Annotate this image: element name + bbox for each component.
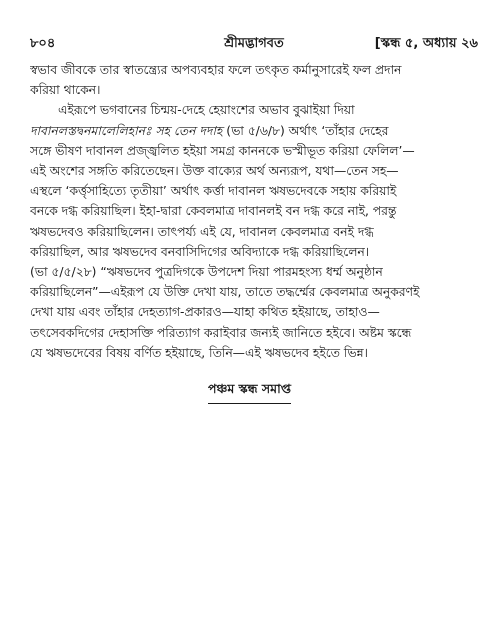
page-number: ৮০৪ [30,36,56,51]
text-line: করিয়াছিল, আর ঋষভদেব বনবাসিদিগের অবিদ্যাকে দগ্ধ করিয়াছিলেন। [30,244,370,259]
text-line: এইরূপে ভগবানের চিন্ময়-দেহে হেয়াংশের অভাব বুঝাইয়া দিয়া [58,103,355,118]
text-line: (ভা ৫/৫/২৮) “ঋষভদেব পুত্রদিগকে উপদেশ দিয়া পারমহংস্য ধর্ম্ম অনুষ্ঠান [30,265,383,280]
canto-end-text: পঞ্চম স্কন্ধ সমাপ্ত [208,381,291,404]
text-line: এই অংশের সঙ্গতি করিতেছেন। উক্ত বাক্যের অর্থ অন্যরূপ, যথা—তেন সহ— [30,164,399,179]
text-line: বনকে দগ্ধ করিয়াছিল। ইহা-দ্বারা কেবলমাত্র দাবানলই বন দগ্ধ করে নাই, পরন্তু [30,204,397,219]
paragraph [30,100,478,363]
sanskrit-quote: দাবানলস্তদ্বনমালেলিহানঃ সহ তেন দদাহ [30,123,223,138]
text-line: দেখা যায় এবং তাঁহার দেহত্যাগ-প্রকারও—যাহা কথিত হইয়াছে, তাহাও— [30,305,380,320]
text-fragment: অর্থাৎ ‘তাঁহার দেহের [288,123,389,138]
running-header [30,34,478,54]
text-line [30,121,478,141]
text-line: স্বভাব জীবকে তার স্বাতন্ত্র্যের অপব্যবহার ফলে তৎকৃত কর্মানুসারেই ফল প্রদান [30,63,402,77]
text-line: করিয়াছিলেন”—এইরূপ যে উক্তি দেখা যায়, তাতে তদ্ধর্ম্মের কেবলমাত্র অনুকরণই [30,285,420,300]
text-line: সঙ্গে ভীষণ দাবানল প্রজ্জ্বলিত হইয়া সমগ্র কাননকে ভস্মীভূত করিয়া ফেলিল’— [30,143,415,158]
text-line: এস্থলে ‘কর্ত্তৃসাহিত্যে তৃতীয়া’ অর্থাৎ কর্ত্তা দাবানল ঋষভদেবকে সহায় করিয়াই [30,184,397,199]
text-line: যে ঋষভদেবের বিষয় বর্ণিত হইয়াছে, তিনি—এই ঋষভদেব হইতে ভিন্ন। [30,345,368,360]
book-title: শ্রীমদ্ভাগবত [224,36,284,51]
canto-end-heading [0,381,499,404]
body-text [30,60,478,363]
verse-reference: (ভা ৫/৬/৮) [226,123,285,138]
section-reference: [স্কন্ধ ৫, অধ্যায় ২৬ [374,36,478,51]
text-line: তৎসেবকদিগের দেহাসক্তি পরিত্যাগ করাইবার জন্যই জানিতে হইবে। অষ্টম স্কন্ধে [30,325,412,340]
text-line: করিয়া থাকেন। [30,83,101,98]
text-line: ঋষভদেবও করিয়াছিলেন। তাৎপর্য্য এই যে, দাবানল কেবলমাত্র বনই দগ্ধ [30,224,374,239]
paragraph [30,60,478,100]
